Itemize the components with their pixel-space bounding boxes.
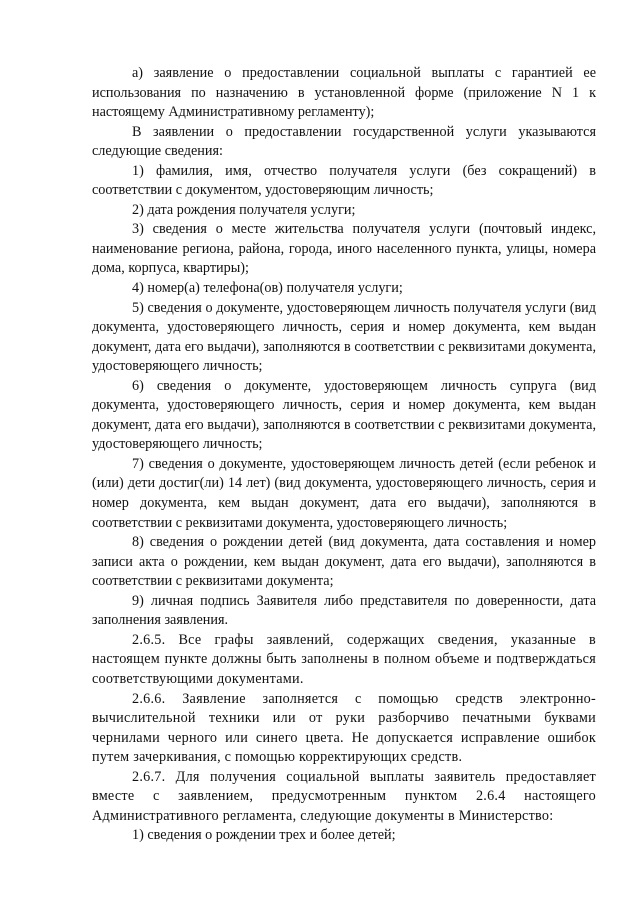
paragraph-item-7-children-document: 7) сведения о документе, удостоверяющем личность детей (если ребенок и (или) дети достиг(ли) 14 лет) (вид документа, удостоверяющего личность, серия и номер документа, кем выдан документ, дата его выдачи), заполняются в соответствии с реквизитами документа, удостоверяющего личность; bbox=[92, 455, 596, 531]
paragraph-item-9-signature: 9) личная подпись Заявителя либо представителя по доверенности, дата заполнения заявления. bbox=[92, 592, 596, 629]
paragraph-2-6-5: 2.6.5. Все графы заявлений, содержащих сведения, указанные в настоящем пункте должны быть заполнены в полном объеме и подтверждаться соответствующими документами. bbox=[92, 631, 596, 687]
paragraph-item-4-phone: 4) номер(а) телефона(ов) получателя услуги; bbox=[132, 280, 403, 297]
paragraph-item-2-birth-date: 2) дата рождения получателя услуги; bbox=[132, 201, 356, 218]
paragraph-item-1-full-name: 1) фамилия, имя, отчество получателя услуги (без сокращений) в соответствии с документом, удостоверяющим личность; bbox=[92, 162, 596, 199]
paragraph-item-5-id-document: 5) сведения о документе, удостоверяющем личность получателя услуги (вид документа, удостоверяющего личность, серия и номер документа, кем выдан документ, дата его выдачи), заполняются в соответствии с реквизитами документа, удостоверяющего личность; bbox=[92, 299, 596, 375]
paragraph-application-a: а) заявление о предоставлении социальной выплаты с гарантией ее использования по назначению в установленной форме (приложение N 1 к настоящему Административному регламенту); bbox=[92, 65, 596, 121]
paragraph-item-6-spouse-document: 6) сведения о документе, удостоверяющем личность супруга (вид документа, удостоверяющего личность, серия и номер документа, кем выдан документ, дата его выдачи), заполняются в соответствии с реквизитами документа, удостоверяющего личность; bbox=[92, 377, 596, 453]
paragraph-item-8-birth-records: 8) сведения о рождении детей (вид документа, дата составления и номер записи акта о рождении, кем выдан документ, дата его выдачи), заполняются в соответствии с реквизитами документа; bbox=[92, 534, 596, 590]
paragraph-item-3-residence: 3) сведения о месте жительства получателя услуги (почтовый индекс, наименование региона, района, города, иного населенного пункта, улицы, номера дома, корпуса, квартиры); bbox=[92, 221, 596, 277]
paragraph-2-6-6: 2.6.6. Заявление заполняется с помощью средств электронно-вычислительной техники или от руки разборчиво печатными буквами чернилами черного или синего цвета. Не допускается исправление ошибок путем зачеркивания, с помощью корректирующих средств. bbox=[92, 690, 596, 766]
paragraph-application-contents: В заявлении о предоставлении государственной услуги указываются следующие сведения: bbox=[92, 123, 596, 160]
paragraph-2-6-7: 2.6.7. Для получения социальной выплаты заявитель предоставляет вместе с заявлением, предусмотренным пунктом 2.6.4 настоящего Административного регламента, следующие документы в Министерство: bbox=[92, 768, 596, 824]
document-page bbox=[92, 64, 596, 846]
paragraph-document-1-birth-info: 1) сведения о рождении трех и более детей; bbox=[132, 827, 396, 844]
